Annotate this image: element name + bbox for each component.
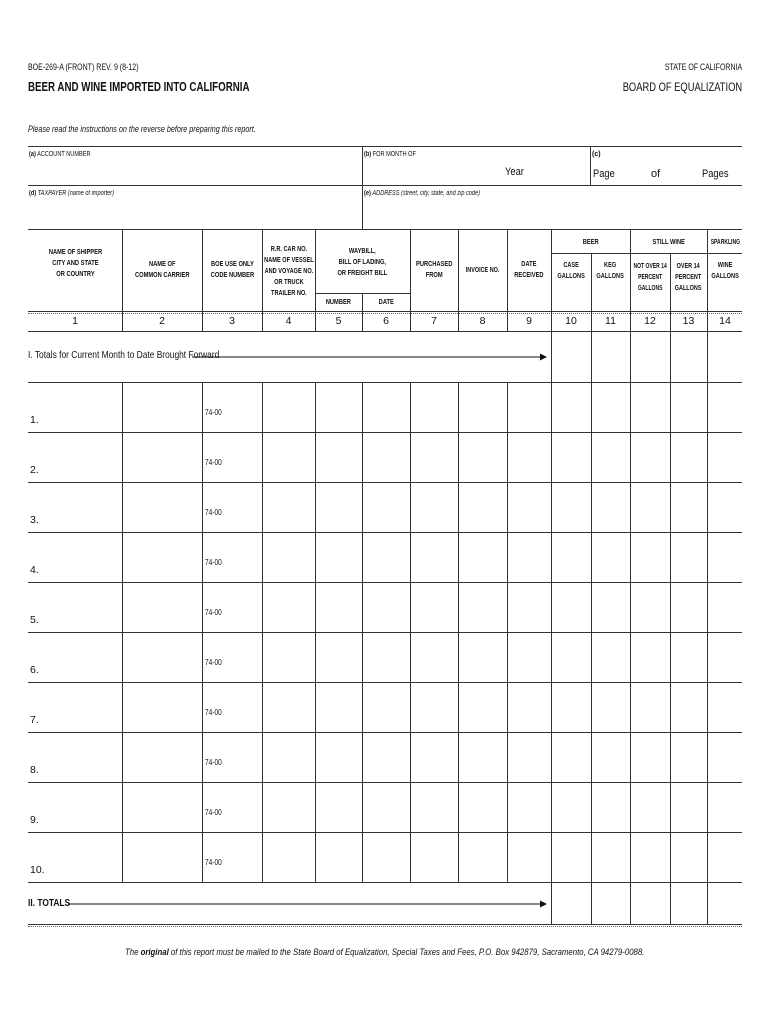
row-number: 6. xyxy=(30,664,39,676)
boe-code: 74-00 xyxy=(205,508,222,517)
col-carrier-header: NAME OF COMMON CARRIER xyxy=(134,261,190,279)
col-received-header: DATE RECEIVED xyxy=(514,261,544,279)
col-number: 3 xyxy=(229,315,235,327)
address-field[interactable] xyxy=(366,200,740,228)
boe-code: 74-00 xyxy=(205,808,222,817)
row-number: 10. xyxy=(30,864,45,876)
col-waybill-number-header: NUMBER xyxy=(325,298,352,306)
section-1-arrow-icon xyxy=(192,352,548,362)
col-number: 9 xyxy=(526,315,532,327)
row-number: 9. xyxy=(30,814,39,826)
col-number: 11 xyxy=(605,315,616,327)
col-number: 1 xyxy=(72,315,78,327)
mailing-note: The original of this report must be mailed to the State Board of Equalization, Special Taxes and Fees, P.O. Box 942879, Sacramento, CA 94279-0088. xyxy=(125,947,645,958)
col-number: 12 xyxy=(644,315,656,327)
boe-code: 74-00 xyxy=(205,558,222,567)
account-number-field[interactable] xyxy=(30,160,358,184)
account-number-label: (a) ACCOUNT NUMBER xyxy=(29,151,91,158)
col-purchased-header: PURCHASED FROM xyxy=(415,261,453,279)
col-number: 14 xyxy=(719,315,731,327)
page-c-label: (c) xyxy=(592,151,601,158)
boe-code: 74-00 xyxy=(205,608,222,617)
year-label: Year xyxy=(505,166,524,178)
col-keg-header: KEG GALLONS xyxy=(596,262,625,280)
address-label: (e) ADDRESS (street, city, state, and zip code) xyxy=(364,190,480,197)
col-not-over-header: NOT OVER 14 PERCENT GALLONS xyxy=(633,262,667,292)
col-waybill-header: WAYBILL, BILL OF LADING, OR FREIGHT BILL xyxy=(337,247,388,277)
col-number: 2 xyxy=(159,315,165,327)
col-number: 8 xyxy=(479,315,486,327)
col-still-wine-header: STILL WINE xyxy=(652,238,685,246)
col-number: 4 xyxy=(285,315,292,327)
boe-code: 74-00 xyxy=(205,858,222,867)
state-label: STATE OF CALIFORNIA xyxy=(664,62,742,72)
pages-label: Pages xyxy=(702,168,729,180)
boe-code: 74-00 xyxy=(205,408,222,417)
col-number: 6 xyxy=(383,315,389,327)
boe-code: 74-00 xyxy=(205,758,222,767)
taxpayer-field[interactable] xyxy=(30,200,358,228)
col-shipper-header: NAME OF SHIPPER CITY AND STATE OR COUNTRY xyxy=(48,248,102,278)
row-number: 1. xyxy=(30,414,39,426)
of-label: of xyxy=(651,168,661,180)
col-sparkling-header: SPARKLING xyxy=(710,238,740,246)
col-number: 5 xyxy=(335,315,342,327)
agency-label: BOARD OF EQUALIZATION xyxy=(622,80,742,94)
totals-label: II. TOTALS xyxy=(28,897,71,909)
month-field[interactable] xyxy=(366,160,586,184)
boe-code: 74-00 xyxy=(205,708,222,717)
page-label: Page xyxy=(593,168,615,180)
col-number: 7 xyxy=(431,315,437,327)
row-number: 4. xyxy=(30,564,39,576)
month-label: (b) FOR MONTH OF xyxy=(364,151,416,158)
boe-code: 74-00 xyxy=(205,458,222,467)
col-number: 13 xyxy=(682,315,695,327)
col-over-header: OVER 14 PERCENT GALLONS xyxy=(675,262,702,292)
row-number: 5. xyxy=(30,614,39,626)
col-boe-header: BOE USE ONLY CODE NUMBER xyxy=(210,261,254,279)
row-number: 2. xyxy=(30,464,39,476)
row-number: 8. xyxy=(30,764,39,776)
section-1-label: I. Totals for Current Month to Date Brought Forward xyxy=(28,349,220,361)
row-number: 7. xyxy=(30,714,39,726)
row-number: 3. xyxy=(30,514,39,526)
form-title: BEER AND WINE IMPORTED INTO CALIFORNIA xyxy=(28,80,250,94)
col-rr-header: R.R. CAR NO. NAME OF VESSEL AND VOYAGE NO. OR TRUCK TRAILER NO. xyxy=(263,245,314,297)
col-case-header: CASE GALLONS xyxy=(557,262,585,280)
col-sparkling-wine-header: WINE GALLONS xyxy=(711,262,739,280)
totals-arrow-icon xyxy=(68,899,548,909)
boe-code: 74-00 xyxy=(205,658,222,667)
taxpayer-label: (d) TAXPAYER (name of importer) xyxy=(29,190,114,197)
col-beer-header: BEER xyxy=(582,238,599,246)
instructions-note: Please read the instructions on the reverse before preparing this report. xyxy=(28,124,256,134)
col-invoice-header: INVOICE NO. xyxy=(465,266,500,274)
col-number: 10 xyxy=(565,315,577,327)
col-waybill-date-header: DATE xyxy=(378,298,394,306)
form-id: BOE-269-A (FRONT) REV. 9 (8-12) xyxy=(28,62,139,72)
